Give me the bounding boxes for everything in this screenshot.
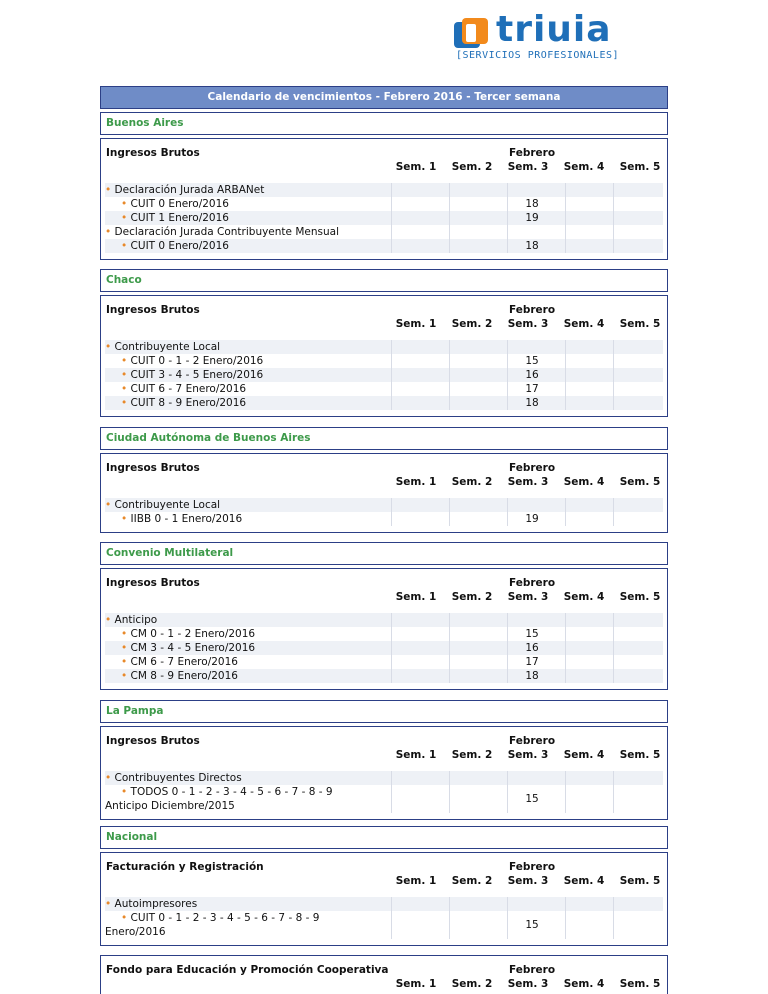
section-header: La Pampa	[100, 700, 668, 723]
due-day-sem-3: 18	[525, 198, 539, 210]
cell-divider	[507, 771, 508, 785]
cell-divider	[507, 897, 508, 911]
bullet-icon: •	[121, 397, 128, 409]
row-label	[121, 641, 255, 655]
row-label	[121, 669, 238, 683]
cell-divider	[613, 771, 614, 785]
week-header-5: Sem. 5	[619, 161, 661, 173]
week-header-5: Sem. 5	[619, 476, 661, 488]
due-day-sem-3: 16	[525, 642, 539, 654]
row-label	[105, 225, 339, 239]
table-row	[105, 897, 663, 911]
week-header-1: Sem. 1	[395, 875, 437, 887]
row-label	[121, 785, 333, 799]
bullet-icon: •	[105, 898, 112, 910]
cell-divider	[613, 340, 614, 354]
bullet-icon: •	[121, 513, 128, 525]
bullet-icon: •	[121, 642, 128, 654]
row-label	[121, 211, 229, 225]
row-label-text: CUIT 6 - 7 Enero/2016	[130, 383, 247, 395]
cell-divider	[565, 368, 566, 382]
table-row	[105, 613, 663, 627]
cell-divider	[507, 183, 508, 197]
bullet-icon: •	[121, 369, 128, 381]
cell-divider	[449, 225, 450, 239]
table-row	[105, 354, 663, 368]
cell-divider	[391, 641, 392, 655]
row-label	[121, 239, 229, 253]
table-row	[105, 340, 663, 354]
month-header: Febrero	[508, 304, 556, 316]
week-header-1: Sem. 1	[395, 161, 437, 173]
table-body	[105, 613, 663, 683]
week-header-5: Sem. 5	[619, 875, 661, 887]
cell-divider	[565, 396, 566, 410]
row-label	[121, 911, 319, 925]
due-day-sem-3: 18	[525, 397, 539, 409]
week-header-3: Sem. 3	[507, 875, 549, 887]
bullet-icon: •	[121, 240, 128, 252]
bullet-icon: •	[105, 772, 112, 784]
week-header-4: Sem. 4	[563, 476, 605, 488]
week-header-4: Sem. 4	[563, 978, 605, 990]
row-label-text: Anticipo	[114, 614, 158, 626]
week-header-1: Sem. 1	[395, 978, 437, 990]
row-label-text: Declaración Jurada ARBANet	[114, 184, 265, 196]
section-header: Convenio Multilateral	[100, 542, 668, 565]
cell-divider	[391, 897, 392, 911]
due-day-sem-3: 18	[525, 670, 539, 682]
cell-divider	[613, 911, 614, 939]
cell-divider	[565, 613, 566, 627]
week-header-4: Sem. 4	[563, 875, 605, 887]
cell-divider	[449, 354, 450, 368]
vencimientos-table	[100, 568, 668, 690]
table-row	[105, 183, 663, 197]
row-label	[105, 613, 157, 627]
cell-divider	[565, 197, 566, 211]
vencimientos-table	[100, 955, 668, 994]
cell-divider	[391, 512, 392, 526]
cell-divider	[391, 382, 392, 396]
company-logo	[454, 9, 664, 62]
section-header: Ciudad Autónoma de Buenos Aires	[100, 427, 668, 450]
bullet-icon: •	[121, 355, 128, 367]
cell-divider	[391, 225, 392, 239]
week-header-2: Sem. 2	[451, 749, 493, 761]
due-day-sem-3: 19	[525, 513, 539, 525]
week-header-4: Sem. 4	[563, 318, 605, 330]
bullet-icon: •	[121, 212, 128, 224]
cell-divider	[613, 613, 614, 627]
row-label	[105, 340, 220, 354]
cell-divider	[449, 183, 450, 197]
row-label-text: TODOS 0 - 1 - 2 - 3 - 4 - 5 - 6 - 7 - 8 - 9	[130, 786, 333, 798]
row-label-continuation: Enero/2016	[105, 926, 166, 938]
vencimientos-table	[100, 138, 668, 260]
cell-divider	[613, 669, 614, 683]
month-header: Febrero	[508, 861, 556, 873]
table-row	[105, 911, 663, 939]
month-header: Febrero	[508, 964, 556, 976]
cell-divider	[565, 211, 566, 225]
week-header-1: Sem. 1	[395, 591, 437, 603]
tax-title: Ingresos Brutos	[106, 462, 200, 474]
row-label	[121, 382, 246, 396]
section-header: Chaco	[100, 269, 668, 292]
row-label-text: CUIT 0 - 1 - 2 Enero/2016	[130, 355, 264, 367]
cell-divider	[613, 239, 614, 253]
table-row	[105, 771, 663, 785]
table-body	[105, 498, 663, 526]
table-row	[105, 239, 663, 253]
cell-divider	[449, 239, 450, 253]
cell-divider	[613, 627, 614, 641]
cell-divider	[449, 897, 450, 911]
row-label-text: CUIT 8 - 9 Enero/2016	[130, 397, 247, 409]
due-day-sem-3: 19	[525, 212, 539, 224]
row-label-text: Declaración Jurada Contribuyente Mensual	[114, 226, 339, 238]
week-header-1: Sem. 1	[395, 476, 437, 488]
bullet-icon: •	[105, 184, 112, 196]
week-header-3: Sem. 3	[507, 318, 549, 330]
table-row	[105, 498, 663, 512]
bullet-icon: •	[105, 341, 112, 353]
vencimientos-table	[100, 453, 668, 533]
cell-divider	[391, 498, 392, 512]
month-header: Febrero	[508, 735, 556, 747]
cell-divider	[565, 771, 566, 785]
bullet-icon: •	[121, 628, 128, 640]
week-header-4: Sem. 4	[563, 591, 605, 603]
cell-divider	[391, 354, 392, 368]
due-day-sem-3: 15	[525, 793, 539, 805]
cell-divider	[391, 785, 392, 813]
week-header-2: Sem. 2	[451, 591, 493, 603]
logo-tagline: [SERVICIOS PROFESIONALES]	[456, 50, 620, 61]
bullet-icon: •	[121, 912, 128, 924]
cell-divider	[391, 771, 392, 785]
logo-wordmark: triuia	[496, 9, 612, 50]
week-header-4: Sem. 4	[563, 749, 605, 761]
week-header-5: Sem. 5	[619, 591, 661, 603]
cell-divider	[449, 655, 450, 669]
table-row	[105, 627, 663, 641]
cell-divider	[613, 382, 614, 396]
table-row	[105, 669, 663, 683]
table-row	[105, 641, 663, 655]
week-header-2: Sem. 2	[451, 318, 493, 330]
vencimientos-table	[100, 295, 668, 417]
cell-divider	[507, 340, 508, 354]
cell-divider	[449, 771, 450, 785]
table-body	[105, 340, 663, 410]
cell-divider	[613, 641, 614, 655]
due-day-sem-3: 17	[525, 383, 539, 395]
due-day-sem-3: 18	[525, 240, 539, 252]
table-row	[105, 655, 663, 669]
cell-divider	[449, 498, 450, 512]
cell-divider	[613, 211, 614, 225]
cell-divider	[565, 354, 566, 368]
row-label	[121, 627, 255, 641]
cell-divider	[613, 197, 614, 211]
cell-divider	[449, 340, 450, 354]
table-body	[105, 897, 663, 939]
cell-divider	[391, 211, 392, 225]
cell-divider	[449, 396, 450, 410]
cell-divider	[565, 641, 566, 655]
page-title: Calendario de vencimientos - Febrero 2016 - Tercer semana	[100, 86, 668, 109]
cell-divider	[565, 239, 566, 253]
cell-divider	[565, 655, 566, 669]
cell-divider	[613, 183, 614, 197]
bullet-icon: •	[121, 198, 128, 210]
cell-divider	[391, 197, 392, 211]
cell-divider	[449, 669, 450, 683]
row-label-text: Contribuyentes Directos	[114, 772, 242, 784]
cell-divider	[391, 669, 392, 683]
cell-divider	[391, 613, 392, 627]
row-label	[121, 396, 246, 410]
cell-divider	[613, 354, 614, 368]
cell-divider	[449, 382, 450, 396]
cell-divider	[613, 225, 614, 239]
cell-divider	[565, 897, 566, 911]
week-header-3: Sem. 3	[507, 476, 549, 488]
tax-title: Fondo para Educación y Promoción Cooperativa	[106, 964, 389, 976]
bullet-icon: •	[121, 786, 128, 798]
week-header-3: Sem. 3	[507, 591, 549, 603]
row-label-text: CM 6 - 7 Enero/2016	[130, 656, 238, 668]
bullet-icon: •	[105, 499, 112, 511]
row-label	[121, 368, 263, 382]
row-label	[121, 655, 238, 669]
logo-mark-icon	[454, 18, 490, 48]
week-header-2: Sem. 2	[451, 978, 493, 990]
due-day-sem-3: 15	[525, 919, 539, 931]
row-label	[121, 197, 229, 211]
cell-divider	[449, 911, 450, 939]
tax-title: Facturación y Registración	[106, 861, 264, 873]
week-header-3: Sem. 3	[507, 978, 549, 990]
cell-divider	[565, 785, 566, 813]
tax-title: Ingresos Brutos	[106, 735, 200, 747]
cell-divider	[613, 396, 614, 410]
bullet-icon: •	[121, 670, 128, 682]
cell-divider	[507, 225, 508, 239]
cell-divider	[613, 498, 614, 512]
vencimientos-table	[100, 852, 668, 946]
bullet-icon: •	[121, 383, 128, 395]
table-row	[105, 211, 663, 225]
row-label-text: CM 0 - 1 - 2 Enero/2016	[130, 628, 256, 640]
vencimientos-table	[100, 726, 668, 820]
cell-divider	[565, 382, 566, 396]
row-label-text: Contribuyente Local	[114, 341, 221, 353]
week-header-2: Sem. 2	[451, 161, 493, 173]
due-day-sem-3: 15	[525, 355, 539, 367]
week-header-2: Sem. 2	[451, 476, 493, 488]
week-header-1: Sem. 1	[395, 318, 437, 330]
cell-divider	[565, 512, 566, 526]
row-label	[105, 771, 242, 785]
cell-divider	[565, 340, 566, 354]
cell-divider	[613, 655, 614, 669]
table-row	[105, 785, 663, 813]
month-header: Febrero	[508, 147, 556, 159]
month-header: Febrero	[508, 462, 556, 474]
cell-divider	[613, 897, 614, 911]
week-header-4: Sem. 4	[563, 161, 605, 173]
cell-divider	[391, 239, 392, 253]
table-body	[105, 771, 663, 813]
cell-divider	[391, 368, 392, 382]
cell-divider	[391, 911, 392, 939]
row-label	[105, 183, 264, 197]
cell-divider	[391, 340, 392, 354]
week-header-1: Sem. 1	[395, 749, 437, 761]
cell-divider	[391, 655, 392, 669]
row-label	[105, 897, 197, 911]
cell-divider	[449, 368, 450, 382]
cell-divider	[449, 641, 450, 655]
cell-divider	[391, 396, 392, 410]
row-label	[105, 498, 220, 512]
week-header-3: Sem. 3	[507, 161, 549, 173]
row-label	[121, 512, 242, 526]
row-label-text: CUIT 0 Enero/2016	[130, 198, 229, 210]
cell-divider	[391, 183, 392, 197]
cell-divider	[613, 785, 614, 813]
cell-divider	[449, 197, 450, 211]
month-header: Febrero	[508, 577, 556, 589]
week-header-5: Sem. 5	[619, 978, 661, 990]
row-label-text: IIBB 0 - 1 Enero/2016	[130, 513, 243, 525]
section-header: Buenos Aires	[100, 112, 668, 135]
week-header-5: Sem. 5	[619, 749, 661, 761]
cell-divider	[565, 627, 566, 641]
cell-divider	[613, 512, 614, 526]
cell-divider	[449, 785, 450, 813]
cell-divider	[449, 512, 450, 526]
row-label-text: CM 8 - 9 Enero/2016	[130, 670, 238, 682]
table-row	[105, 197, 663, 211]
section-header: Nacional	[100, 826, 668, 849]
week-header-5: Sem. 5	[619, 318, 661, 330]
cell-divider	[565, 183, 566, 197]
cell-divider	[507, 613, 508, 627]
row-label-text: Autoimpresores	[114, 898, 198, 910]
due-day-sem-3: 16	[525, 369, 539, 381]
tax-title: Ingresos Brutos	[106, 147, 200, 159]
due-day-sem-3: 15	[525, 628, 539, 640]
cell-divider	[391, 627, 392, 641]
table-row	[105, 382, 663, 396]
row-label-text: CUIT 0 Enero/2016	[130, 240, 229, 252]
cell-divider	[565, 225, 566, 239]
table-row	[105, 368, 663, 382]
cell-divider	[449, 627, 450, 641]
table-row	[105, 512, 663, 526]
cell-divider	[507, 498, 508, 512]
row-label-text: CUIT 0 - 1 - 2 - 3 - 4 - 5 - 6 - 7 - 8 - 9	[130, 912, 320, 924]
bullet-icon: •	[121, 656, 128, 668]
row-label-text: CM 3 - 4 - 5 Enero/2016	[130, 642, 256, 654]
row-label	[121, 354, 263, 368]
row-label-text: CUIT 1 Enero/2016	[130, 212, 229, 224]
cell-divider	[565, 669, 566, 683]
table-row	[105, 225, 663, 239]
table-body	[105, 183, 663, 253]
week-header-2: Sem. 2	[451, 875, 493, 887]
week-header-3: Sem. 3	[507, 749, 549, 761]
tax-title: Ingresos Brutos	[106, 304, 200, 316]
tax-title: Ingresos Brutos	[106, 577, 200, 589]
cell-divider	[565, 498, 566, 512]
cell-divider	[449, 211, 450, 225]
cell-divider	[613, 368, 614, 382]
bullet-icon: •	[105, 226, 112, 238]
row-label-text: Contribuyente Local	[114, 499, 221, 511]
cell-divider	[449, 613, 450, 627]
row-label-continuation: Anticipo Diciembre/2015	[105, 800, 235, 812]
bullet-icon: •	[105, 614, 112, 626]
due-day-sem-3: 17	[525, 656, 539, 668]
table-row	[105, 396, 663, 410]
row-label-text: CUIT 3 - 4 - 5 Enero/2016	[130, 369, 264, 381]
cell-divider	[565, 911, 566, 939]
